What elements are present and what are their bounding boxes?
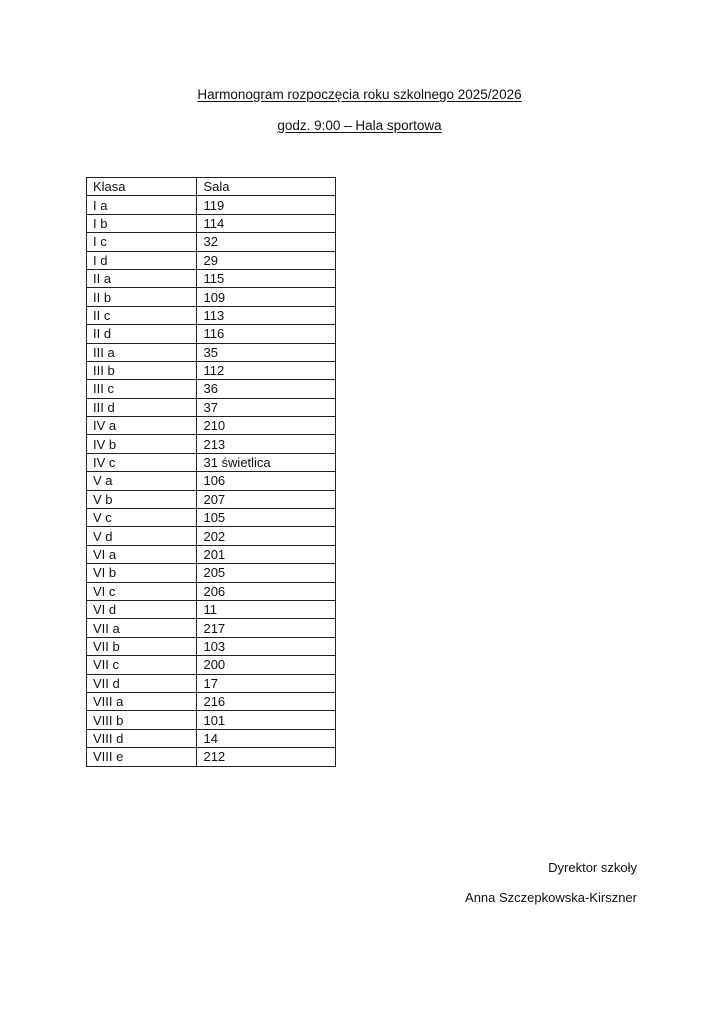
table-row xyxy=(87,527,336,545)
class-cell: VIII b xyxy=(87,711,197,729)
table-row xyxy=(87,637,336,655)
column-header-klasa: Klasa xyxy=(87,178,197,196)
room-cell: 17 xyxy=(197,674,336,692)
table-row xyxy=(87,196,336,214)
room-cell: 205 xyxy=(197,564,336,582)
table-row xyxy=(87,380,336,398)
room-cell: 11 xyxy=(197,600,336,618)
table-row xyxy=(87,545,336,563)
table-header-row xyxy=(87,178,336,196)
signature-role: Dyrektor szkoły xyxy=(548,860,637,875)
class-cell: V a xyxy=(87,472,197,490)
class-cell: III a xyxy=(87,343,197,361)
table-row xyxy=(87,600,336,618)
table-row xyxy=(87,472,336,490)
signature-name: Anna Szczepkowska-Kirszner xyxy=(465,890,637,905)
room-cell: 201 xyxy=(197,545,336,563)
room-cell: 114 xyxy=(197,214,336,232)
class-cell: IV b xyxy=(87,435,197,453)
class-cell: V c xyxy=(87,509,197,527)
class-cell: VII b xyxy=(87,637,197,655)
class-cell: I b xyxy=(87,214,197,232)
class-cell: I d xyxy=(87,251,197,269)
table-row xyxy=(87,398,336,416)
document-subtitle: godz. 9:00 – Hala sportowa xyxy=(277,118,442,133)
room-cell: 119 xyxy=(197,196,336,214)
class-cell: VI a xyxy=(87,545,197,563)
class-cell: V d xyxy=(87,527,197,545)
class-cell: IV c xyxy=(87,453,197,471)
room-cell: 29 xyxy=(197,251,336,269)
class-cell: II d xyxy=(87,325,197,343)
class-cell: III b xyxy=(87,361,197,379)
table-row xyxy=(87,233,336,251)
room-cell: 32 xyxy=(197,233,336,251)
table-row xyxy=(87,251,336,269)
room-cell: 101 xyxy=(197,711,336,729)
table-row xyxy=(87,288,336,306)
room-cell: 109 xyxy=(197,288,336,306)
class-cell: VI d xyxy=(87,600,197,618)
room-cell: 116 xyxy=(197,325,336,343)
room-cell: 105 xyxy=(197,509,336,527)
table-row xyxy=(87,361,336,379)
room-cell: 103 xyxy=(197,637,336,655)
room-cell: 113 xyxy=(197,306,336,324)
class-cell: II a xyxy=(87,269,197,287)
class-cell: VII a xyxy=(87,619,197,637)
table-row xyxy=(87,417,336,435)
room-cell: 206 xyxy=(197,582,336,600)
class-cell: I a xyxy=(87,196,197,214)
column-header-sala: Sala xyxy=(197,178,336,196)
class-cell: VIII e xyxy=(87,748,197,766)
table-row xyxy=(87,306,336,324)
table-row xyxy=(87,269,336,287)
class-cell: VIII d xyxy=(87,729,197,747)
schedule-table-body xyxy=(87,196,336,766)
table-row xyxy=(87,564,336,582)
table-row xyxy=(87,509,336,527)
room-cell: 37 xyxy=(197,398,336,416)
table-row xyxy=(87,582,336,600)
table-row xyxy=(87,343,336,361)
table-row xyxy=(87,435,336,453)
table-row xyxy=(87,490,336,508)
table-row xyxy=(87,656,336,674)
class-cell: VI c xyxy=(87,582,197,600)
schedule-table xyxy=(86,177,336,767)
class-cell: I c xyxy=(87,233,197,251)
class-cell: VII d xyxy=(87,674,197,692)
room-cell: 115 xyxy=(197,269,336,287)
table-row xyxy=(87,674,336,692)
class-cell: IV a xyxy=(87,417,197,435)
table-row xyxy=(87,729,336,747)
room-cell: 207 xyxy=(197,490,336,508)
room-cell: 212 xyxy=(197,748,336,766)
class-cell: III c xyxy=(87,380,197,398)
class-cell: II b xyxy=(87,288,197,306)
table-row xyxy=(87,214,336,232)
class-cell: VIII a xyxy=(87,692,197,710)
room-cell: 14 xyxy=(197,729,336,747)
room-cell: 36 xyxy=(197,380,336,398)
table-row xyxy=(87,711,336,729)
room-cell: 112 xyxy=(197,361,336,379)
room-cell: 35 xyxy=(197,343,336,361)
document-title: Harmonogram rozpoczęcia roku szkolnego 2025/2026 xyxy=(197,87,522,102)
class-cell: III d xyxy=(87,398,197,416)
class-cell: II c xyxy=(87,306,197,324)
room-cell: 106 xyxy=(197,472,336,490)
room-cell: 31 świetlica xyxy=(197,453,336,471)
room-cell: 213 xyxy=(197,435,336,453)
table-row xyxy=(87,692,336,710)
room-cell: 200 xyxy=(197,656,336,674)
table-row xyxy=(87,453,336,471)
class-cell: VII c xyxy=(87,656,197,674)
table-row xyxy=(87,619,336,637)
room-cell: 202 xyxy=(197,527,336,545)
room-cell: 217 xyxy=(197,619,336,637)
table-row xyxy=(87,748,336,766)
table-row xyxy=(87,325,336,343)
class-cell: V b xyxy=(87,490,197,508)
room-cell: 216 xyxy=(197,692,336,710)
room-cell: 210 xyxy=(197,417,336,435)
class-cell: VI b xyxy=(87,564,197,582)
